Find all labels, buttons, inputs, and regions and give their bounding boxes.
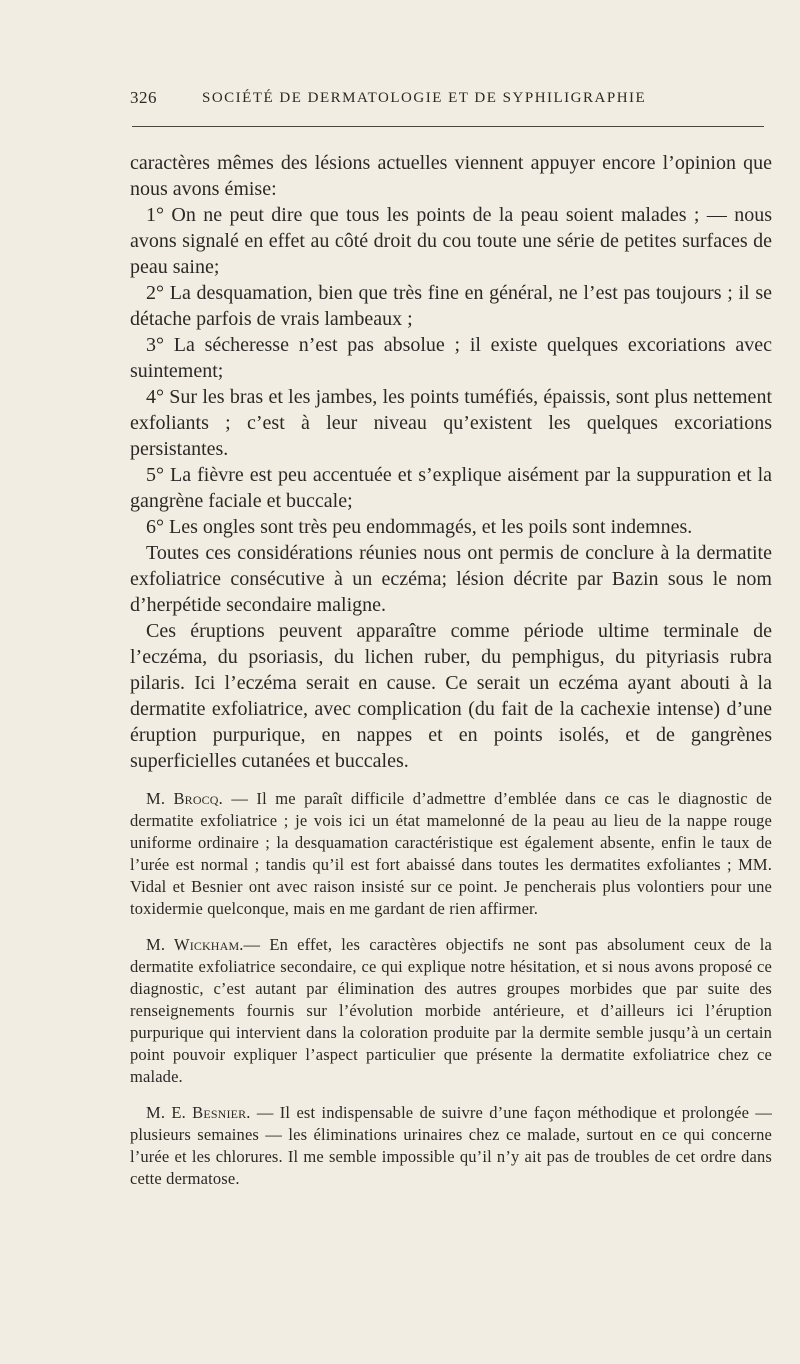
discussion-besnier — [130, 1102, 772, 1190]
speaker-remark: — En effet, les caractères objectifs ne sont pas absolument ceux de la dermatite exfoliatrice secondaire, ce qui explique notre hésitation, et si nous avons proposé ce diagnostic, c’est autant par élimination des autres groupes morbides que par suite des renseignements fournis sur l’évolution morbide antérieure, et d’ailleurs ici l’éruption purpurique qui intervient dans la coloration produite par la dermite semble jusqu’à un certain point pouvoir expliquer l’aspect particulier que présente la dermatite exfoliatrice chez ce malade. — [130, 935, 773, 1086]
section-gap — [130, 774, 772, 788]
section-gap — [130, 920, 772, 934]
list-item-5: 5° La fièvre est peu accentuée et s’explique aisément par la suppuration et la gangrène faciale et buccale; — [130, 464, 772, 512]
discussion-brocq — [130, 788, 772, 920]
list-item-2: 2° La desquamation, bien que très fine en général, ne l’est pas toujours ; il se détache parfois de vrais lambeaux ; — [130, 282, 772, 330]
list-item-3: 3° La sécheresse n’est pas absolue ; il existe quelques excoriations avec suintement; — [130, 334, 772, 382]
list-item-1: 1° On ne peut dire que tous les points de la peau soient malades ; — nous avons signalé en effet au côté droit du cou toute une série de petites surfaces de peau saine; — [130, 204, 772, 278]
conclusion-paragraph: Toutes ces considérations réunies nous ont permis de conclure à la dermatite exfoliatrice consécutive à un eczéma; lésion décrite par Bazin sous le nom d’herpétide secondaire maligne. — [130, 542, 772, 616]
list-item-4: 4° Sur les bras et les jambes, les points tuméfiés, épaissis, sont plus nettement exfoliants ; c’est à leur niveau qu’existent les quelques excoriations persistantes. — [130, 386, 772, 460]
speaker-name: M. Wickham. — [146, 935, 244, 954]
running-title: SOCIÉTÉ DE DERMATOLOGIE ET DE SYPHILIGRAPHIE — [202, 90, 647, 106]
article-body — [130, 150, 772, 1190]
page-number: 326 — [130, 88, 157, 107]
discussion-wickham — [130, 934, 772, 1088]
speaker-remark: — Il est indispensable de suivre d’une façon méthodique et prolongée — plusieurs semaines — les éliminations urinaires chez ce malade, surtout en ce qui concerne l’urée et les chlorures. Il me semble impossible qu’il n’y ait pas de troubles de cet ordre dans cette dermatose. — [130, 1103, 773, 1188]
paragraph-continuation: caractères mêmes des lésions actuelles viennent appuyer encore l’opinion que nous avons émise: — [130, 152, 772, 200]
list-item-6: 6° Les ongles sont très peu endommagés, et les poils sont indemnes. — [146, 516, 693, 538]
header-rule — [132, 126, 764, 127]
speaker-remark: — Il me paraît difficile d’admettre d’emblée dans ce cas le diagnostic de dermatite exfoliatrice ; je vois ici un état mamelonné de la peau au lieu de la nappe rouge uniforme ordinaire ; la desquamation caractéristique est également absente, enfin le taux de l’urée est normal ; tandis qu’il est fort abaissé dans toutes les dermatites exfoliantes ; MM. Vidal et Besnier ont avec raison insisté sur ce point. Je pencherais plus volontiers pour une toxidermie quelconque, mais en me gardant de rien affirmer. — [130, 789, 772, 918]
section-gap — [130, 1088, 772, 1102]
running-header — [130, 88, 780, 118]
speaker-name: M. Brocq. — [146, 789, 223, 808]
speaker-name: M. E. Besnier. — [146, 1103, 251, 1122]
eruptions-paragraph: Ces éruptions peuvent apparaître comme période ultime terminale de l’eczéma, du psoriasis, du lichen ruber, du pemphigus, du pityriasis rubra pilaris. Ici l’eczéma serait en cause. Ce serait un eczéma ayant abouti à la dermatite exfoliatrice, avec complication (du fait de la cachexie intense) d’une éruption purpurique, en nappes et en points isolés, et de gangrènes superficielles cutanées et buccales. — [130, 620, 772, 772]
